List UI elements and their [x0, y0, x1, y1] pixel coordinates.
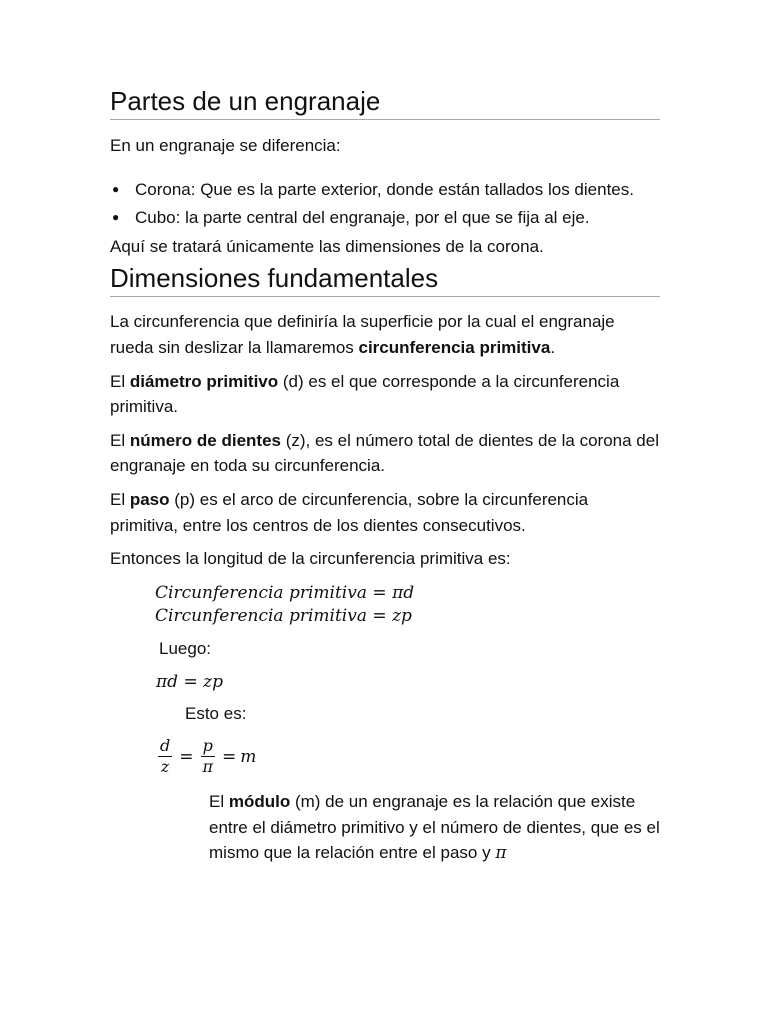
numerator: p: [202, 736, 213, 756]
equation-rhs: πd: [392, 582, 415, 603]
fraction-p-over-pi: [201, 736, 216, 777]
module-equation: [155, 733, 660, 781]
module-symbol: m: [240, 746, 257, 767]
term-circunferencia-primitiva: circunferencia primitiva: [358, 337, 551, 357]
text-run: (p) es el arco de circunferencia, sobre la circunferencia primitiva, entre los centros de los dientes consecutivos.: [110, 489, 589, 535]
equation-lhs: Circunferencia primitiva: [155, 605, 367, 626]
intro-paragraph: En un engranaje se diferencia:: [110, 136, 341, 155]
equals-sign: =: [179, 746, 194, 767]
denominator: π: [202, 757, 214, 777]
diametro-paragraph: [110, 369, 660, 420]
numerator: d: [160, 736, 171, 756]
equation-z-p: [155, 605, 660, 628]
scope-paragraph: Aquí se tratará únicamente las dimensiones de la corona.: [110, 236, 544, 256]
term-modulo: módulo: [228, 791, 291, 811]
text-run: El: [110, 489, 130, 509]
circumference-equations: [155, 582, 660, 628]
equals-sign: =: [367, 605, 393, 626]
text-run: El: [209, 791, 229, 811]
document-page: [110, 84, 660, 867]
equation-lhs: Circunferencia primitiva: [155, 582, 367, 603]
text-run: La circunferencia que definiría la superficie por la cual el engranaje rueda sin deslizar la llamaremos: [110, 312, 615, 357]
pi-symbol: π: [495, 843, 507, 864]
text-run: .: [550, 337, 556, 357]
dientes-paragraph: [110, 428, 660, 479]
equation-rhs: zp: [392, 605, 412, 626]
list-item-text: Corona: Que es la parte exterior, donde están tallados los dientes.: [135, 179, 634, 199]
list-item-text: Cubo: la parte central del engranaje, por el que se fija al eje.: [135, 208, 590, 228]
text-run: (d) es el que corresponde a la circunferencia primitiva.: [110, 371, 620, 417]
luego-label: Luego:: [159, 638, 211, 658]
text-run: El: [110, 371, 130, 391]
section-heading-partes: Partes de un engranaje: [110, 84, 660, 120]
denominator: z: [160, 757, 170, 777]
equation-pi-d: [155, 582, 660, 605]
esto-es-label: Esto es:: [185, 704, 247, 724]
modulo-paragraph: [209, 789, 664, 867]
term-paso: paso: [129, 489, 170, 509]
longitud-paragraph: Entonces la longitud de la circunferencia primitiva es:: [110, 549, 511, 569]
term-diametro-primitivo: diámetro primitivo: [129, 371, 279, 391]
bullet-icon: ●: [112, 181, 120, 196]
equation-pid-zp: πd = zp: [156, 672, 223, 693]
text-run: (z), es el número total de dientes de la corona del engranaje en toda su circunferencia.: [110, 430, 659, 476]
term-numero-de-dientes: número de dientes: [129, 430, 281, 450]
bullet-icon: ●: [112, 210, 120, 225]
text-run: (m) de un engranaje es la relación que existe entre el diámetro primitivo y el número de dientes, que es el mismo que la relación entre el paso y: [209, 791, 660, 863]
equals-sign: =: [367, 582, 393, 603]
section-heading-dimensiones: Dimensiones fundamentales: [110, 261, 660, 297]
circunferencia-paragraph: [110, 309, 660, 360]
list-item-cubo: [110, 205, 660, 231]
equals-sign: =: [222, 746, 237, 767]
text-run: El: [110, 430, 130, 450]
fraction-d-over-z: [158, 736, 172, 777]
paso-paragraph: [110, 487, 660, 538]
list-item-corona: [110, 177, 660, 203]
parts-list: [110, 177, 660, 231]
